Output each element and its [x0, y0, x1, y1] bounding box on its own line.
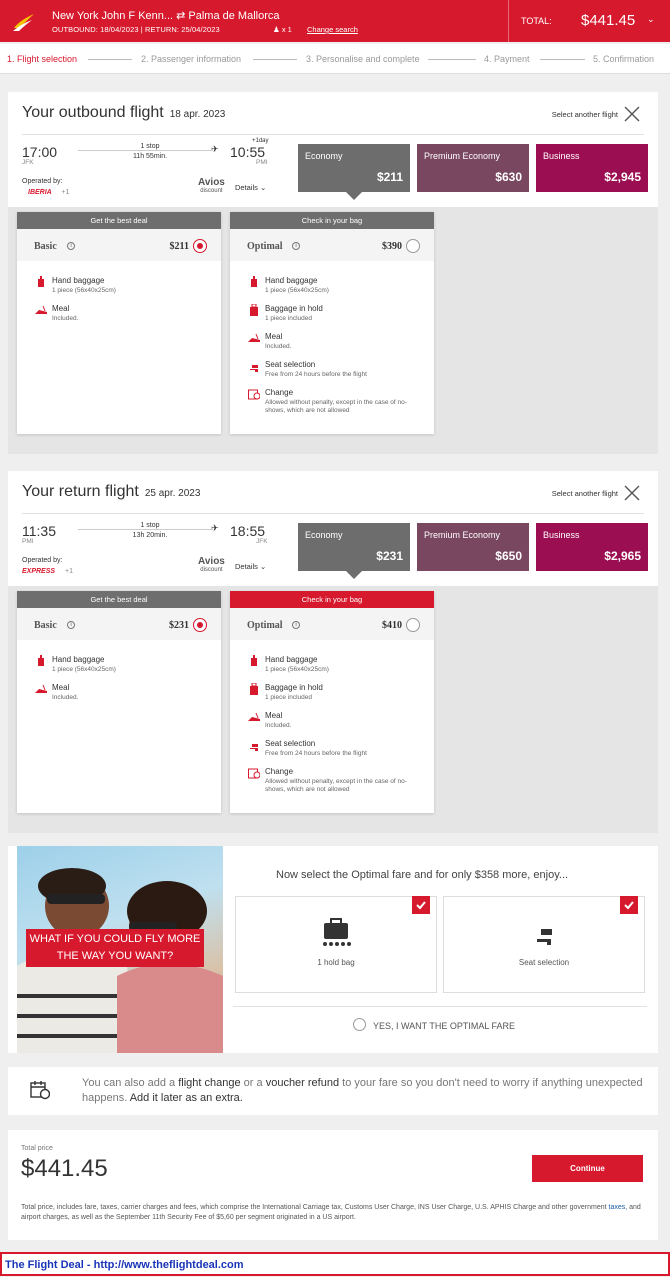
airline-logo — [28, 189, 69, 196]
feature-title: Meal — [265, 711, 283, 720]
fare-price: $2,945 — [604, 170, 641, 184]
feature-title: Seat selection — [265, 739, 316, 748]
fare-basic-card[interactable] — [17, 212, 221, 434]
seat-icon — [248, 739, 260, 751]
info-icon[interactable]: i — [67, 621, 75, 629]
hold-bag-icon — [319, 917, 353, 947]
avios-label: Avios — [198, 177, 225, 188]
feature-desc: Included. — [52, 315, 79, 322]
avios-badge — [198, 557, 225, 575]
airline-name: EXPRESS — [22, 568, 56, 575]
avios-sub: discount — [200, 567, 223, 573]
outbound-flight-header — [8, 92, 658, 207]
avios-label: Avios — [198, 556, 225, 567]
footer-text: The Flight Deal - http://www.theflightdeal.com — [5, 1259, 244, 1271]
check-icon — [412, 896, 430, 914]
feature-title: Baggage in hold — [265, 683, 323, 692]
more-airlines: +1 — [65, 568, 74, 575]
calendar-change-icon — [248, 388, 260, 400]
disclaimer-text-1: Total price, includes fare, taxes, carrier charges and fees, which comprise the International Carriage tax, Customs User Charge, INS User Charge, U.S. APHIS Charge and other government — [21, 1204, 609, 1211]
fare-name: Business — [543, 151, 580, 161]
feature-desc: 1 piece included — [265, 315, 312, 322]
departure-time: 17:00 — [22, 144, 58, 160]
meal-icon — [35, 683, 47, 695]
optimal-fare-radio[interactable] — [353, 1018, 366, 1031]
step-personalise-complete: 3. Personalise and complete — [306, 54, 420, 64]
feature-title: Seat selection — [265, 360, 316, 369]
fare-business[interactable] — [536, 523, 648, 571]
meal-icon — [248, 332, 260, 344]
fare-band: Get the best deal — [17, 212, 221, 229]
fare-basic-price: $211 — [169, 241, 189, 252]
feature-title: Meal — [265, 332, 283, 341]
person-icon: ♟ — [273, 25, 282, 34]
stops-count: 1 stop — [140, 143, 160, 150]
details-toggle[interactable]: Details ⌄ — [235, 183, 267, 192]
fare-optimal-card[interactable] — [230, 212, 434, 434]
fare-basic-card[interactable] — [17, 591, 221, 813]
fare-name: Premium Economy — [424, 530, 501, 540]
step-confirmation: 5. Confirmation — [593, 54, 655, 64]
arrival-airport: PMI — [256, 159, 268, 166]
feature-title: Meal — [52, 683, 70, 692]
step-payment: 4. Payment — [484, 54, 530, 64]
fare-name: Economy — [305, 530, 343, 540]
avios-badge — [198, 178, 225, 196]
benefit-hold-bag — [235, 896, 437, 993]
feature-desc: 1 piece (56x40x25cm) — [265, 287, 329, 294]
fare-premium-economy[interactable] — [417, 523, 529, 571]
fare-band: Get the best deal — [17, 591, 221, 608]
stops-count: 1 stop — [140, 522, 160, 529]
calendar-change-icon — [30, 1080, 50, 1100]
feature-title: Hand baggage — [52, 655, 105, 664]
flight-duration: 11h 55min. — [132, 153, 168, 160]
taxes-link[interactable]: taxes — [608, 1204, 626, 1211]
fare-basic-radio[interactable] — [193, 618, 207, 632]
fare-basic-name: Basic — [34, 241, 57, 252]
plus-day: +1day — [252, 138, 269, 144]
feature-title: Change — [265, 767, 294, 776]
total-price-dropdown[interactable] — [508, 0, 670, 42]
arrival-time: 18:55 — [230, 523, 266, 539]
arrival-airport: JFK — [256, 538, 268, 545]
outbound-section — [8, 92, 658, 454]
fare-price: $2,965 — [604, 549, 641, 563]
extras-text-3: to your fare so you don't need to worry if anything unexpected happens. — [82, 1077, 643, 1104]
feature-title: Change — [265, 388, 294, 397]
feature-desc: Included. — [52, 694, 79, 701]
fare-optimal-price: $410 — [382, 620, 402, 631]
watermark-footer — [0, 1252, 670, 1276]
return-title-text: Your return flight — [22, 483, 139, 500]
return-date: 25 apr. 2023 — [144, 488, 201, 499]
total-price-label: Total price — [21, 1145, 53, 1152]
feature-title: Hand baggage — [265, 276, 318, 285]
total-price-panel — [8, 1130, 658, 1240]
seat-icon — [248, 360, 260, 372]
travel-dates: OUTBOUND: 18/04/2023 | RETURN: 25/04/2023 — [52, 25, 220, 34]
iberia-logo-icon — [12, 10, 36, 32]
stops-info — [120, 521, 180, 541]
outbound-date: 18 apr. 2023 — [169, 109, 226, 120]
fare-name: Business — [543, 530, 580, 540]
fare-optimal-price: $390 — [382, 241, 402, 252]
extras-text-1: You can also add a — [82, 1077, 179, 1089]
route-text: New York John F Kenn... ⇄ Palma de Mallorca — [52, 10, 280, 22]
promo-tagline-2: THE WAY YOU WANT? — [56, 950, 174, 962]
fare-optimal-radio[interactable] — [406, 618, 420, 632]
feature-desc: 1 piece included — [265, 694, 312, 701]
feature-desc: Allowed without penalty, except in the case of no-shows, which are not allowed — [265, 399, 407, 414]
feature-title: Meal — [52, 304, 70, 313]
promo-text: Now select the Optimal fare and for only $358 more, enjoy... — [276, 869, 569, 881]
fare-price: $211 — [376, 170, 403, 184]
extras-info — [8, 1067, 658, 1115]
info-icon[interactable]: i — [67, 242, 75, 250]
outbound-title-text: Your outbound flight — [22, 104, 164, 121]
close-icon[interactable] — [622, 104, 642, 124]
passenger-count-value: x 1 — [281, 25, 292, 34]
suitcase-icon — [248, 304, 260, 316]
return-section — [8, 471, 658, 833]
plane-icon: ✈ — [211, 144, 219, 154]
fare-band: Check in your bag — [230, 591, 434, 608]
meal-icon — [248, 711, 260, 723]
hand-baggage-icon — [35, 655, 47, 667]
fare-price: $630 — [495, 170, 522, 184]
return-flight-header — [8, 471, 658, 586]
promo-tagline-1: WHAT IF YOU COULD FLY MORE — [29, 933, 201, 945]
feature-desc: 1 piece (56x40x25cm) — [52, 666, 116, 673]
fare-premium-economy[interactable] — [417, 144, 529, 192]
fare-basic-radio[interactable] — [193, 239, 207, 253]
plane-icon: ✈ — [211, 523, 219, 533]
chevron-down-icon: ⌄ — [647, 14, 655, 24]
fare-business[interactable] — [536, 144, 648, 192]
calendar-change-icon — [248, 767, 260, 779]
more-airlines: +1 — [61, 189, 70, 196]
return-title — [22, 483, 200, 501]
total-amount: $441.45 — [581, 12, 636, 29]
avios-sub: discount — [200, 188, 223, 194]
airline-name: IBERIA — [28, 189, 52, 196]
continue-button[interactable]: Continue — [532, 1155, 643, 1182]
suitcase-icon — [248, 683, 260, 695]
flight-duration: 13h 20min. — [132, 532, 168, 539]
change-search-link[interactable]: Change search — [307, 25, 358, 34]
extras-text — [82, 1076, 652, 1106]
feature-desc: Included. — [265, 343, 292, 350]
total-price-amount: $441.45 — [21, 1155, 108, 1182]
fare-economy[interactable] — [298, 523, 410, 571]
stops-info — [120, 142, 180, 162]
fare-basic-price: $231 — [169, 620, 189, 631]
operated-by-label: Operated by: — [22, 557, 63, 564]
feature-desc: Free from 24 hours before the flight — [265, 750, 367, 757]
passenger-count — [273, 25, 292, 34]
fare-band: Check in your bag — [230, 212, 434, 229]
fare-price: $231 — [376, 549, 403, 563]
info-icon[interactable]: i — [292, 621, 300, 629]
total-label: TOTAL: — [521, 16, 552, 26]
feature-desc: 1 piece (56x40x25cm) — [52, 287, 116, 294]
operated-by-label: Operated by: — [22, 178, 63, 185]
details-toggle[interactable]: Details ⌄ — [235, 562, 267, 571]
fare-optimal-name: Optimal — [247, 241, 283, 252]
close-icon[interactable] — [622, 483, 642, 503]
add-later-text: Add it later as an extra. — [129, 1092, 243, 1104]
departure-airport: JFK — [22, 159, 34, 166]
fare-name: Premium Economy — [424, 151, 501, 161]
fare-optimal-name: Optimal — [247, 620, 283, 631]
benefit-seat-selection — [443, 896, 645, 993]
fare-name: Economy — [305, 151, 343, 161]
feature-desc: 1 piece (56x40x25cm) — [265, 666, 329, 673]
feature-title: Baggage in hold — [265, 304, 323, 313]
fare-basic-name: Basic — [34, 620, 57, 631]
benefit-label: 1 hold bag — [317, 958, 355, 967]
voucher-refund-text: voucher refund — [265, 1077, 340, 1089]
feature-desc: Free from 24 hours before the flight — [265, 371, 367, 378]
departure-time: 11:35 — [22, 523, 56, 539]
extras-text-2: or a — [240, 1077, 266, 1089]
select-another-flight-link[interactable]: Select another flight — [551, 489, 618, 498]
feature-desc: Included. — [265, 722, 292, 729]
feature-title: Hand baggage — [265, 655, 318, 664]
flight-change-text: flight change — [178, 1077, 241, 1089]
step-flight-selection: 1. Flight selection — [7, 54, 78, 64]
feature-desc: Allowed without penalty, except in the case of no-shows, which are not allowed — [265, 778, 407, 793]
fare-optimal-card[interactable] — [230, 591, 434, 813]
fare-price: $650 — [495, 549, 522, 563]
info-icon[interactable]: i — [292, 242, 300, 250]
airline-logo — [22, 568, 73, 575]
optimal-upsell-banner — [8, 846, 658, 1053]
price-disclaimer — [21, 1203, 646, 1223]
top-header — [0, 0, 670, 42]
arrival-time: 10:55 — [230, 144, 266, 160]
check-icon — [620, 896, 638, 914]
hand-baggage-icon — [248, 276, 260, 288]
select-another-flight-link[interactable]: Select another flight — [551, 110, 618, 119]
meal-icon — [35, 304, 47, 316]
step-passenger-information: 2. Passenger information — [141, 54, 242, 64]
promo-tagline — [26, 929, 204, 967]
outbound-title — [22, 104, 225, 122]
fare-economy[interactable] — [298, 144, 410, 192]
hand-baggage-icon — [248, 655, 260, 667]
departure-airport: PMI — [22, 538, 34, 545]
optimal-fare-option-label[interactable]: YES, I WANT THE OPTIMAL FARE — [373, 1021, 516, 1031]
benefit-label: Seat selection — [518, 958, 570, 967]
fare-optimal-radio[interactable] — [406, 239, 420, 253]
hand-baggage-icon — [35, 276, 47, 288]
seat-icon — [534, 917, 556, 945]
feature-title: Hand baggage — [52, 276, 105, 285]
disclaimer-text-2: , and airport charges, as well as the September 11th Security Fee of $5,60 per segment originated in a US airport. — [21, 1204, 641, 1221]
progress-steps — [0, 44, 670, 74]
